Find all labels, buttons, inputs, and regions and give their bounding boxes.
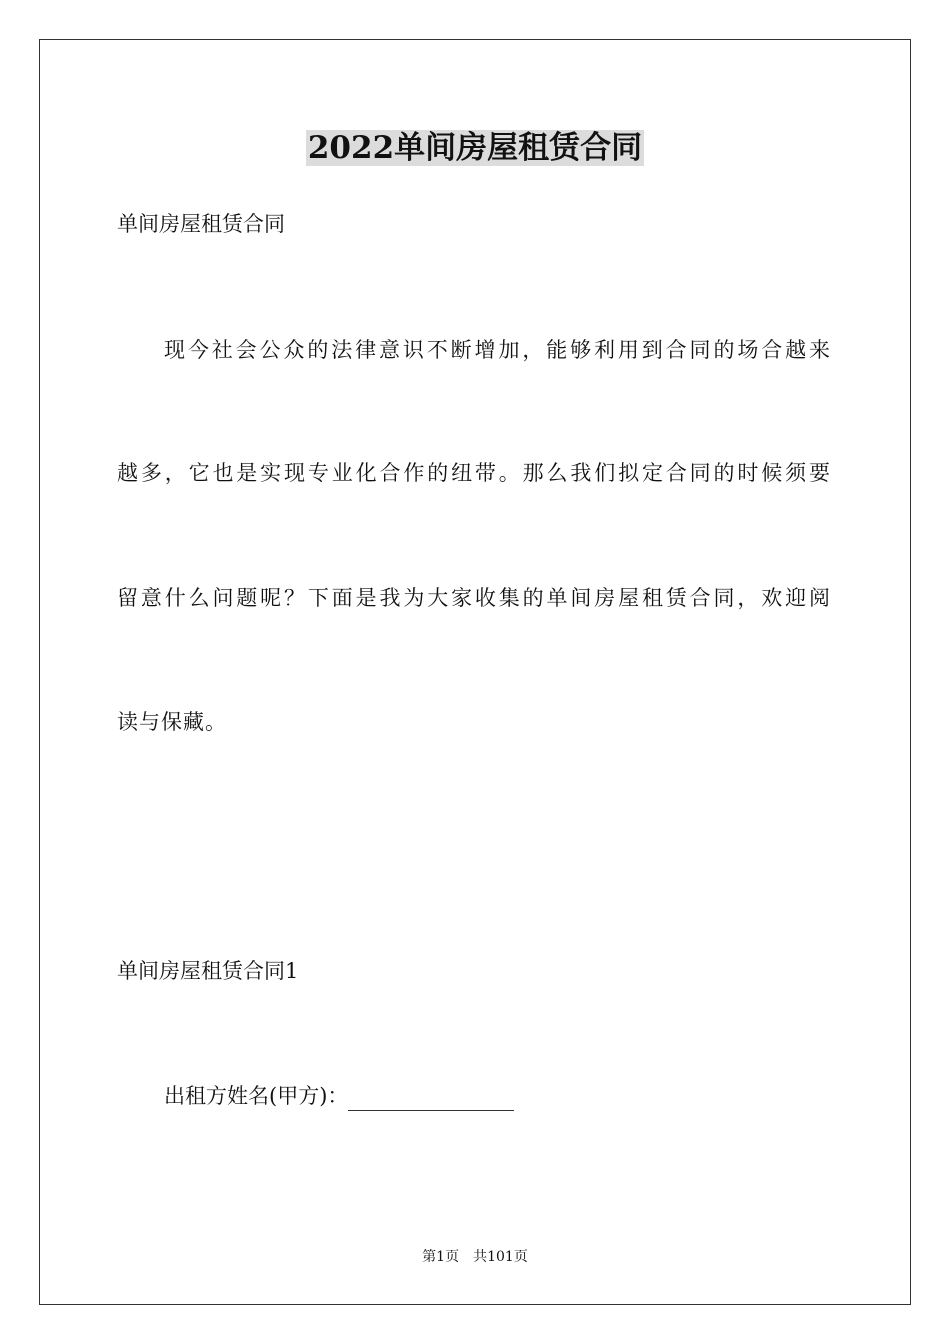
page-footer (0, 1247, 950, 1267)
lessor-name-label: 出租方姓名(甲方)： (164, 1084, 349, 1108)
page-total: 共101页 (473, 1249, 528, 1265)
document-subtitle: 单间房屋租赁合同 (117, 212, 285, 236)
intro-line-1: 现今社会公众的法律意识不断增加，能够利用到合同的场合越来 (164, 338, 831, 362)
intro-line-4: 读与保藏。 (117, 710, 227, 734)
document-title (0, 126, 950, 170)
intro-line-2: 越多，它也是实现专业化合作的纽带。那么我们拟定合同的时候须要 (117, 461, 831, 485)
lessor-name-field (164, 1081, 514, 1111)
lessor-name-blank[interactable] (348, 1088, 514, 1111)
section-heading: 单间房屋租赁合同1 (117, 959, 299, 983)
intro-line-3: 留意什么问题呢？下面是我为大家收集的单间房屋租赁合同，欢迎阅 (117, 586, 831, 610)
document-title-text: 2022单间房屋租赁合同 (307, 130, 643, 166)
page-number: 第1页 (422, 1249, 460, 1265)
